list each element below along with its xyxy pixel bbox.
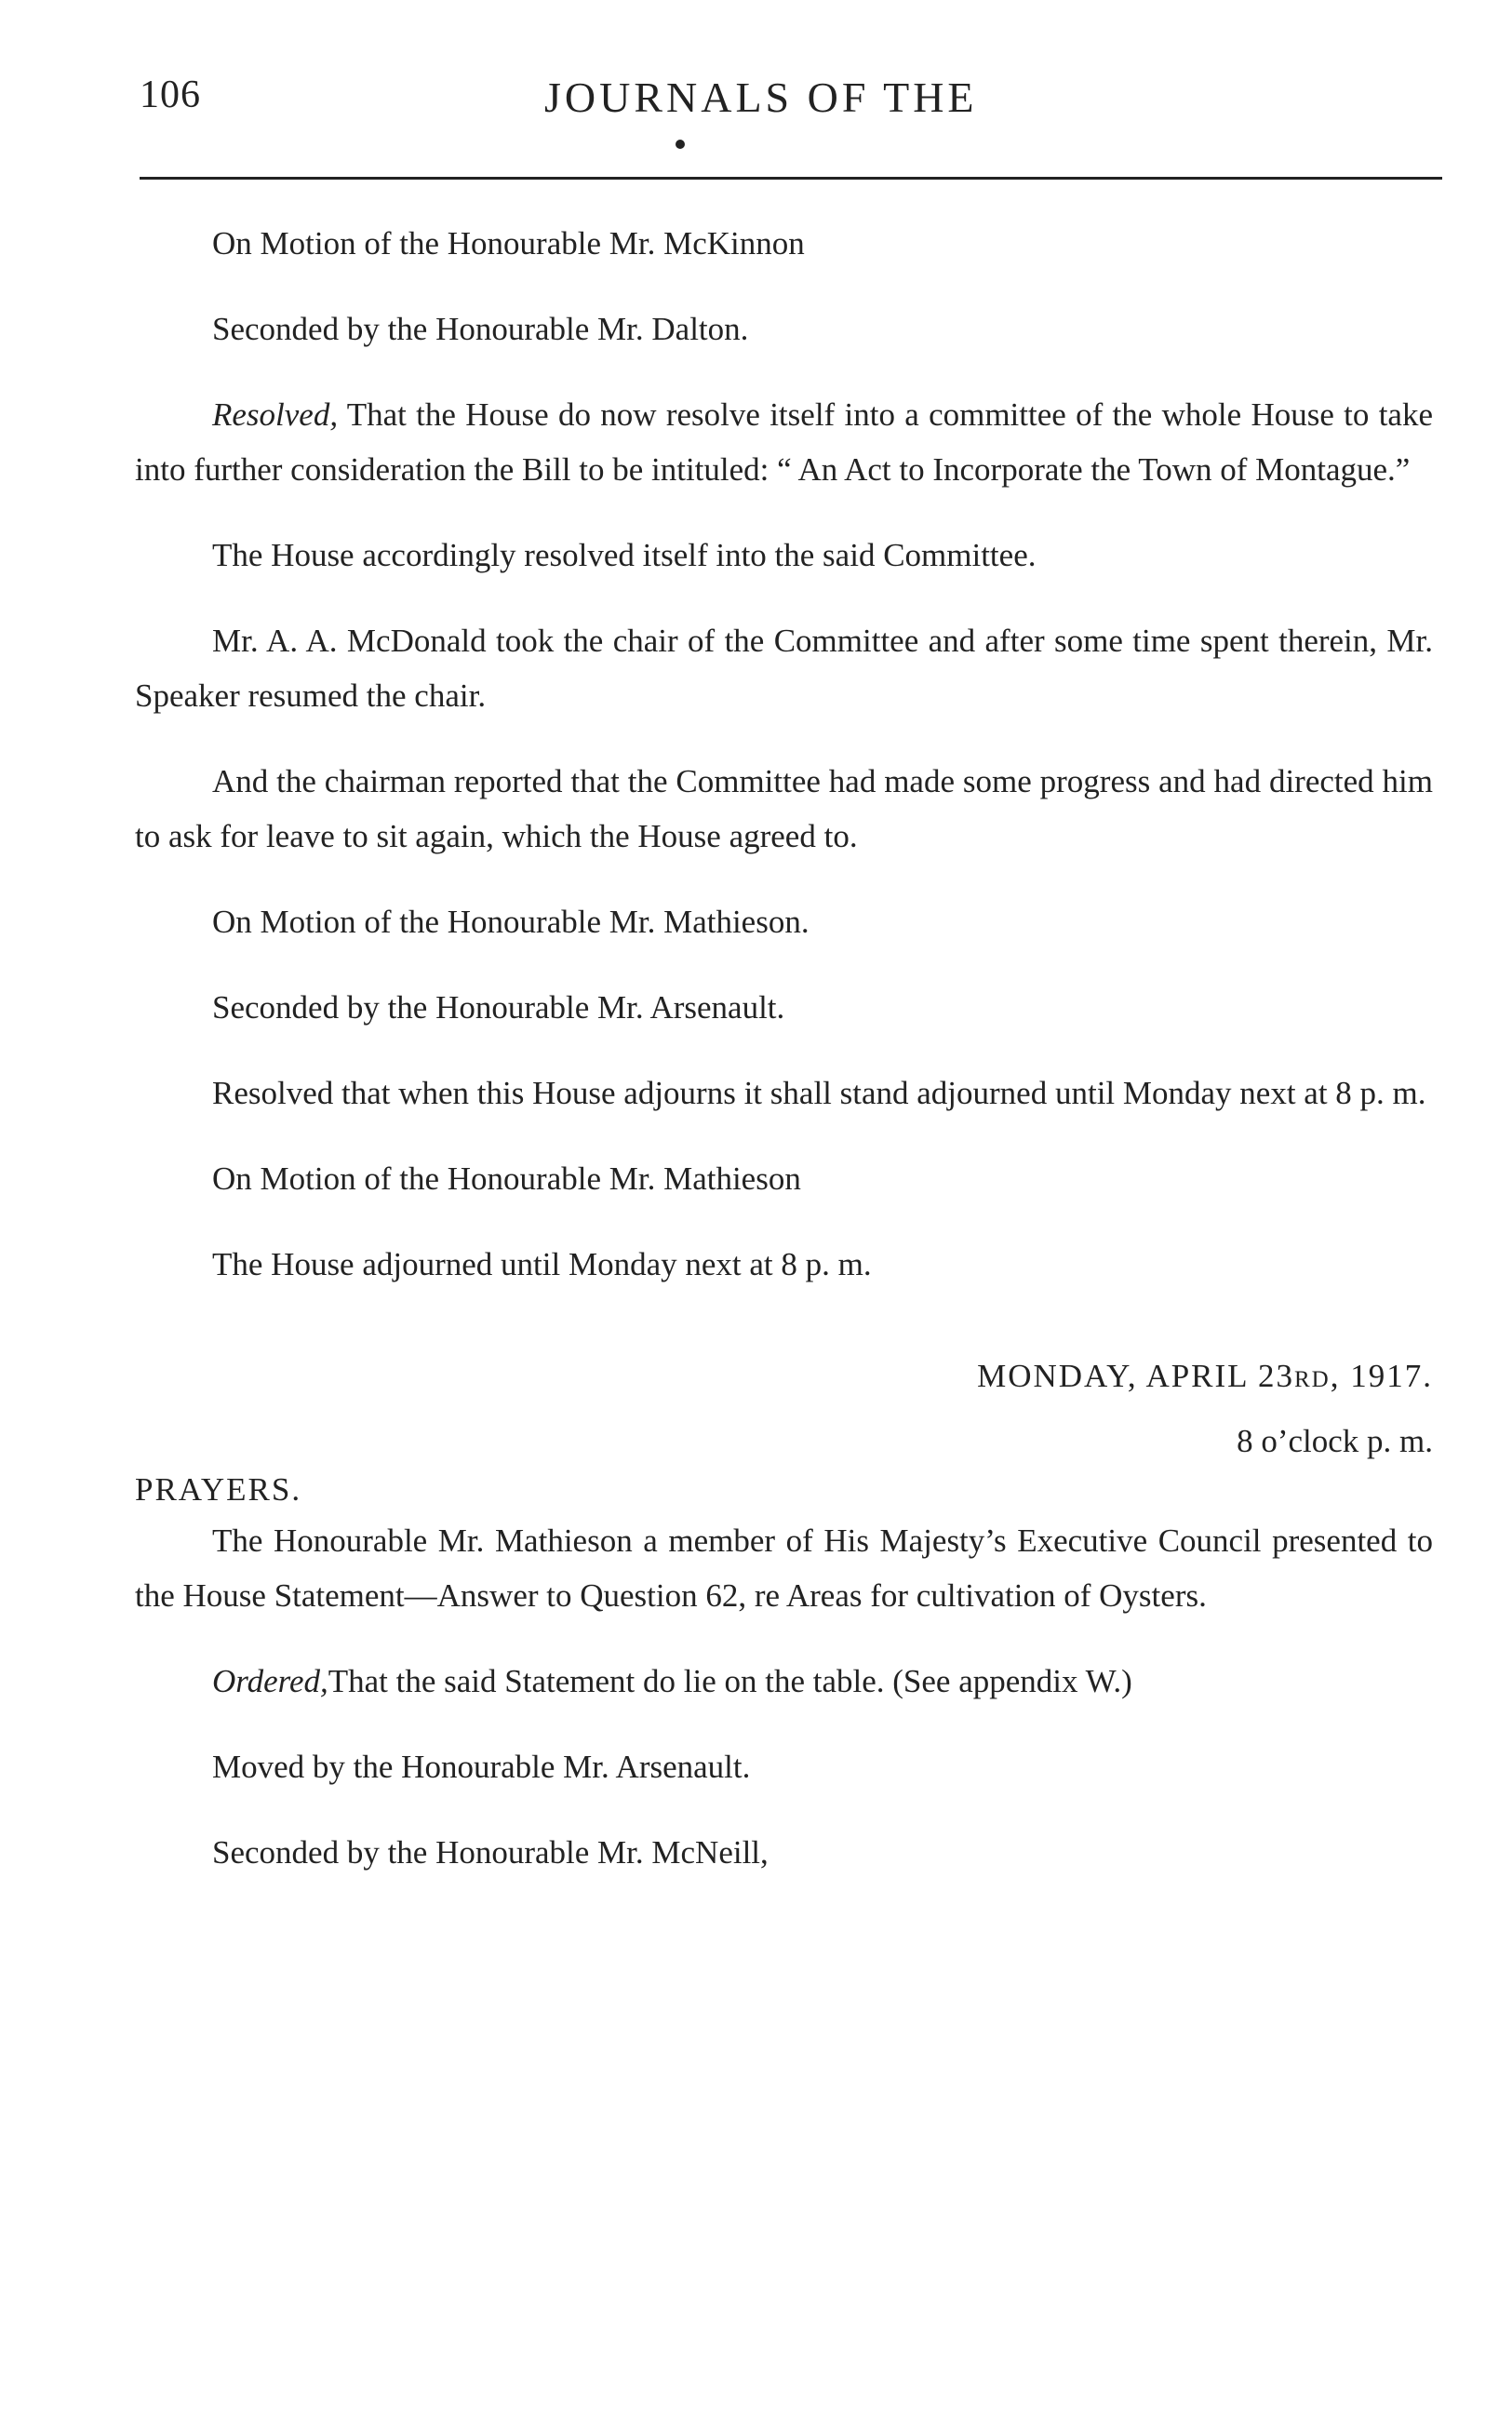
motion-paragraph: On Motion of the Honourable Mr. Mathieson: [212, 1160, 801, 1197]
report-paragraph: And the chairman reported that the Committee had made some progress and had directed him to ask for leave to sit again, which the House agreed to.: [135, 763, 1433, 854]
resolution-text: That the House do now resolve itself into a committee of the whole House to take into further consideration the Bill to be intituled: “ An Act to Incorporate the Town of Montague.”: [135, 396, 1433, 488]
adjourned-paragraph: The House adjourned until Monday next at 8 p. m.: [212, 1246, 872, 1282]
ordered-paragraph: [135, 1654, 1433, 1709]
chair-paragraph: Mr. A. A. McDonald took the chair of the Committee and after some time spent therein, Mr. Speaker resumed the chair.: [135, 623, 1433, 714]
sitting-time: 8 o’clock p. m.: [1237, 1423, 1433, 1459]
motion-paragraph: On Motion of the Honourable Mr. Mathieson.: [212, 904, 810, 940]
motion-paragraph: On Motion of the Honourable Mr. McKinnon: [212, 225, 805, 262]
sitting-date-block: [135, 1344, 1433, 1474]
statement-paragraph: The Honourable Mr. Mathieson a member of His Majesty’s Executive Council presented to the House Statement—Answer to Question 62, re Areas for cultivation of Oysters.: [135, 1523, 1433, 1614]
page-header: [140, 73, 1442, 128]
ordered-lead: Ordered,: [212, 1663, 328, 1699]
running-title: JOURNALS OF THE: [544, 74, 978, 121]
committee-paragraph: The House accordingly resolved itself into the said Committee.: [212, 537, 1037, 573]
ordered-text: That the said Statement do lie on the table. (See appendix W.): [328, 1663, 1132, 1699]
seconder-paragraph: Seconded by the Honourable Mr. Dalton.: [212, 311, 749, 347]
seconder-paragraph: Seconded by the Honourable Mr. Arsenault.: [212, 989, 785, 1026]
mover-paragraph: Moved by the Honourable Mr. Arsenault.: [212, 1749, 751, 1785]
resolution-paragraph: [135, 387, 1433, 497]
prayers-heading: PRAYERS.: [135, 1471, 302, 1508]
page-number: 106: [140, 74, 201, 116]
journal-body: [135, 216, 1433, 1911]
resolved-lead: Resolved,: [212, 396, 339, 433]
header-ornament-dot: [676, 140, 685, 149]
adjournment-resolution-paragraph: Resolved that when this House adjourns it shall stand adjourned until Monday next at 8 p. m.: [212, 1075, 1426, 1111]
header-rule: [140, 177, 1442, 180]
seconder-paragraph: Seconded by the Honourable Mr. McNeill,: [212, 1834, 769, 1871]
sitting-date: MONDAY, APRIL 23rd, 1917.: [977, 1358, 1433, 1394]
